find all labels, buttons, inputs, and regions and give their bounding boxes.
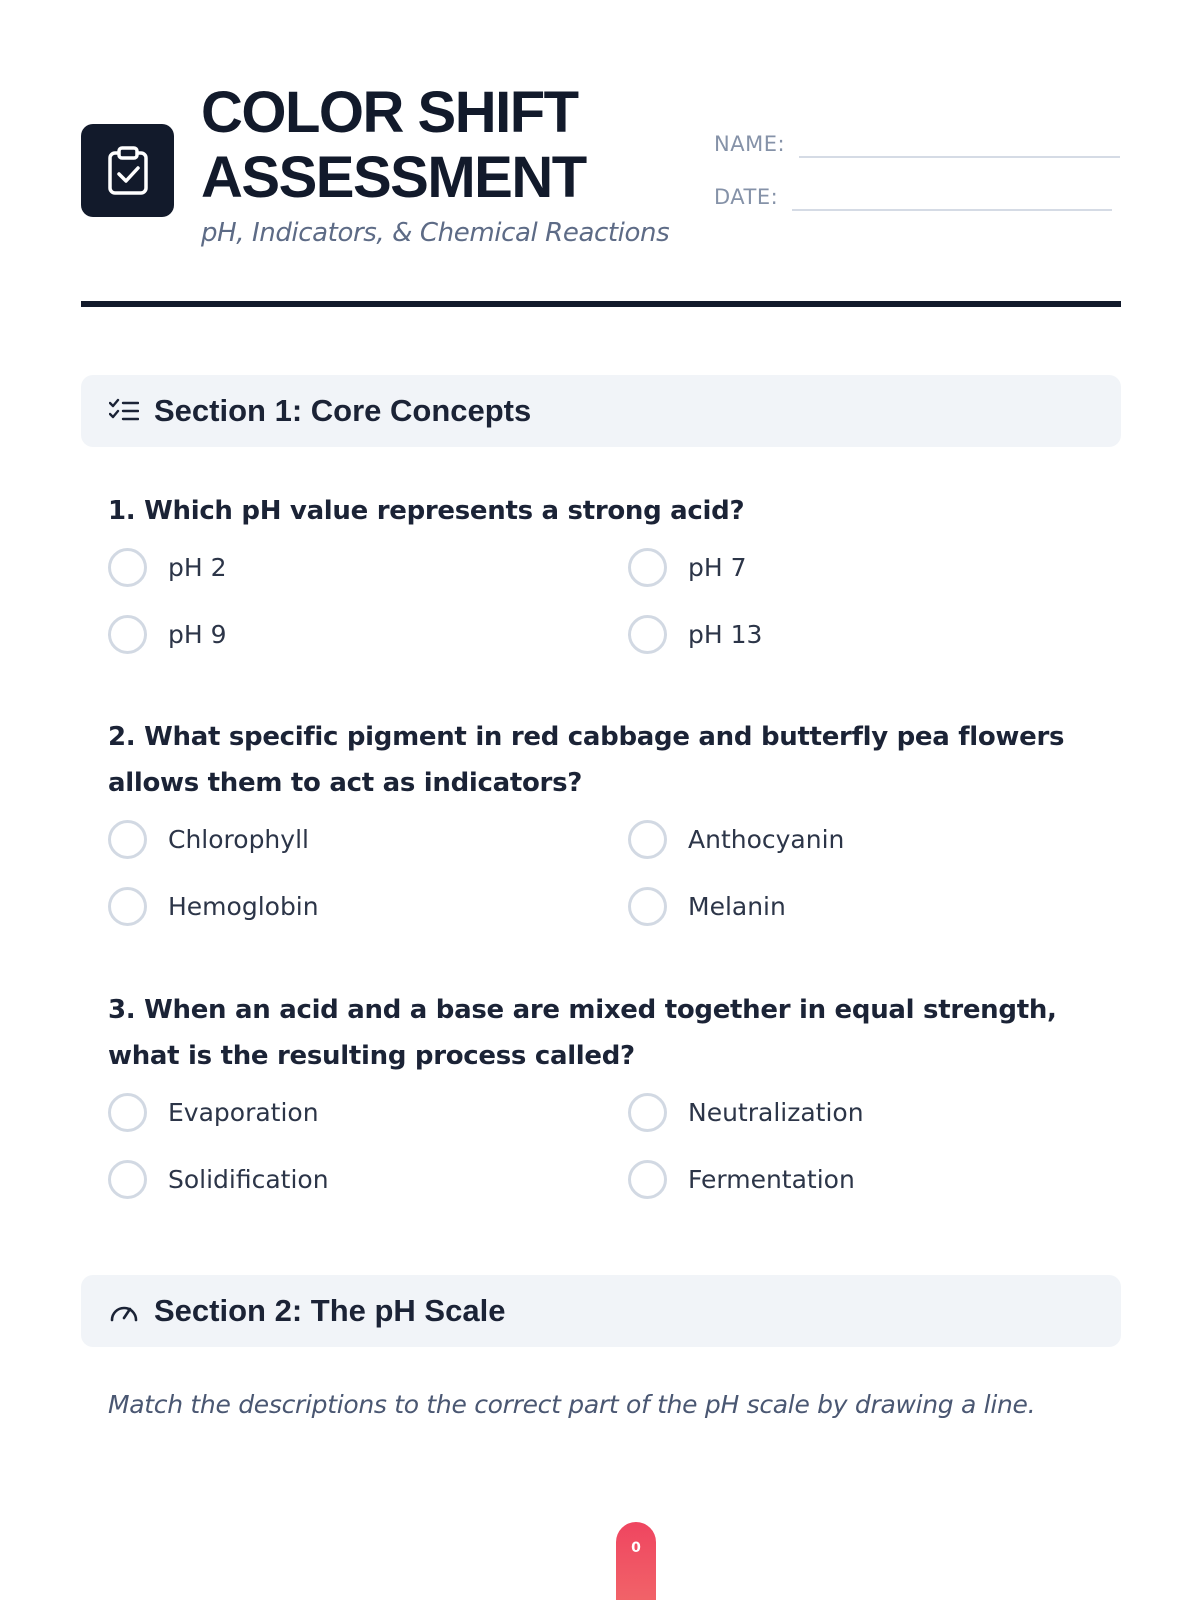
option-q1-c[interactable] xyxy=(108,614,628,654)
option-label: pH 2 xyxy=(168,552,227,582)
option-q2-a[interactable] xyxy=(108,819,628,859)
question-1-text: 1. Which pH value represents a strong acid? xyxy=(108,496,745,526)
name-row xyxy=(714,130,1120,158)
radio-button[interactable] xyxy=(628,1160,667,1199)
option-label: Evaporation xyxy=(168,1097,319,1127)
radio-button[interactable] xyxy=(108,887,147,926)
page-subtitle: pH, Indicators, & Chemical Reactions xyxy=(201,218,670,248)
radio-button[interactable] xyxy=(108,615,147,654)
option-q3-b[interactable] xyxy=(628,1092,1108,1132)
worksheet-header xyxy=(81,80,1121,310)
question-3 xyxy=(108,987,1108,1199)
radio-button[interactable] xyxy=(108,820,147,859)
option-q1-b[interactable] xyxy=(628,547,1108,587)
option-q1-a[interactable] xyxy=(108,547,628,587)
option-q2-d[interactable] xyxy=(628,886,1108,926)
question-2 xyxy=(108,714,1108,926)
radio-button[interactable] xyxy=(628,1093,667,1132)
section-1-header xyxy=(81,375,1121,447)
radio-button[interactable] xyxy=(628,887,667,926)
question-2-text: 2. What specific pigment in red cabbage and butterfly pea flowers allows them to act as indicators? xyxy=(108,722,1065,798)
option-label: Fermentation xyxy=(688,1164,855,1194)
option-label: Solidification xyxy=(168,1164,329,1194)
option-q3-a[interactable] xyxy=(108,1092,628,1132)
ph-scale-label-0: 0 xyxy=(631,1540,641,1556)
option-q1-d[interactable] xyxy=(628,614,1108,654)
radio-button[interactable] xyxy=(108,1160,147,1199)
radio-button[interactable] xyxy=(628,615,667,654)
option-label: pH 13 xyxy=(688,619,763,649)
option-label: pH 7 xyxy=(688,552,747,582)
question-1-options xyxy=(108,547,1108,654)
date-field[interactable] xyxy=(792,189,1112,211)
option-label: Melanin xyxy=(688,891,786,921)
clipboard-check-icon xyxy=(107,146,149,196)
section-1-title: Section 1: Core Concepts xyxy=(154,393,532,428)
option-q3-c[interactable] xyxy=(108,1159,628,1199)
title-line-1: COLOR SHIFT xyxy=(201,80,578,145)
logo-badge xyxy=(81,124,174,217)
list-check-icon xyxy=(108,395,140,427)
radio-button[interactable] xyxy=(628,548,667,587)
section-2-header xyxy=(81,1275,1121,1347)
option-label: Chlorophyll xyxy=(168,824,309,854)
name-label: NAME: xyxy=(714,132,786,156)
option-label: Hemoglobin xyxy=(168,891,319,921)
ph-scale-bar xyxy=(616,1522,656,1600)
gauge-icon xyxy=(108,1295,140,1327)
option-label: pH 9 xyxy=(168,619,227,649)
radio-button[interactable] xyxy=(628,820,667,859)
radio-button[interactable] xyxy=(108,548,147,587)
option-q2-c[interactable] xyxy=(108,886,628,926)
section-2-title: Section 2: The pH Scale xyxy=(154,1293,506,1328)
option-label: Neutralization xyxy=(688,1097,864,1127)
radio-button[interactable] xyxy=(108,1093,147,1132)
header-divider xyxy=(81,301,1121,307)
option-q3-d[interactable] xyxy=(628,1159,1108,1199)
question-2-options xyxy=(108,819,1108,926)
option-q2-b[interactable] xyxy=(628,819,1108,859)
question-1 xyxy=(108,488,1108,654)
date-row xyxy=(714,183,1112,211)
title-line-2: ASSESSMENT xyxy=(201,145,586,210)
question-3-text: 3. When an acid and a base are mixed together in equal strength, what is the resulting process called? xyxy=(108,995,1057,1071)
option-label: Anthocyanin xyxy=(688,824,845,854)
date-label: DATE: xyxy=(714,185,779,209)
section-2-instructions: Match the descriptions to the correct part of the pH scale by drawing a line. xyxy=(108,1390,1036,1419)
page-title xyxy=(201,80,586,210)
name-field[interactable] xyxy=(799,136,1120,158)
question-3-options xyxy=(108,1092,1108,1199)
